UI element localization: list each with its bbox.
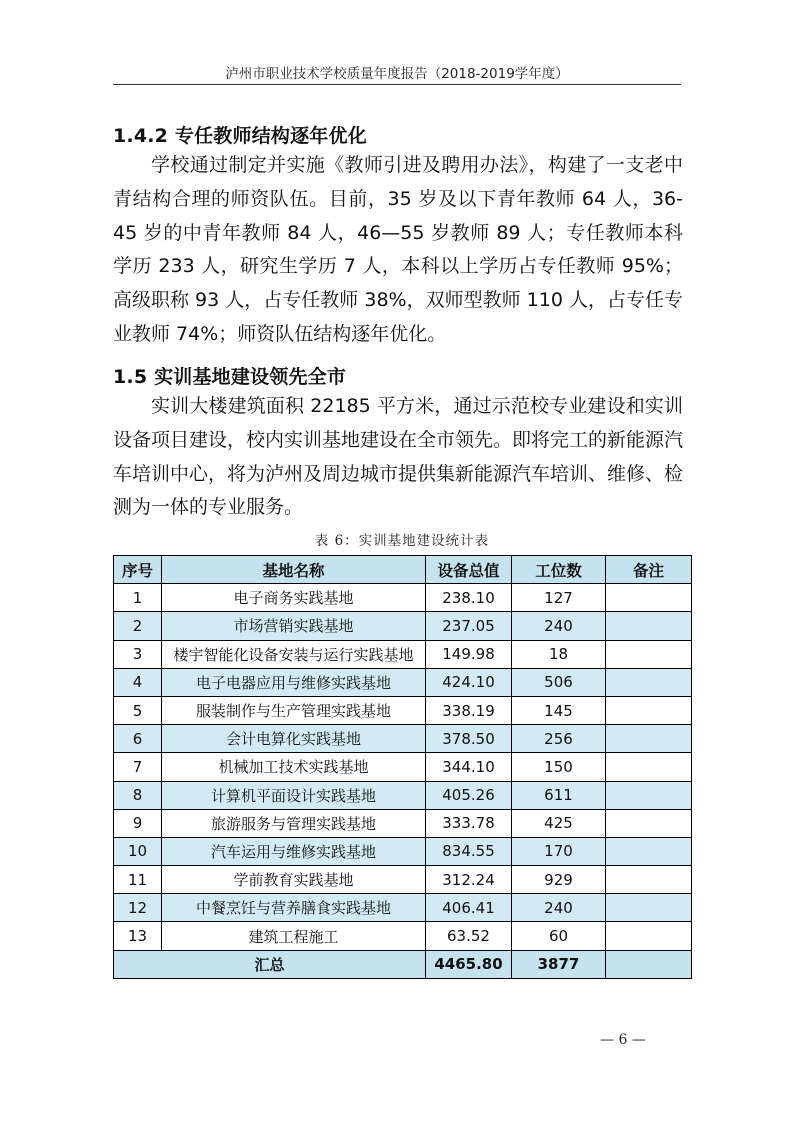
cell-base-name: 机械加工技术实践基地 xyxy=(162,753,426,781)
page-number: — 6 — xyxy=(600,1032,646,1048)
header-rule xyxy=(113,84,681,85)
table-row xyxy=(114,584,692,612)
section-heading-1-5: 1.5 实训基地建设领先全市 xyxy=(113,366,347,388)
cell-stations: 256 xyxy=(512,725,606,753)
table-header-row xyxy=(114,556,692,584)
cell-index: 5 xyxy=(114,696,162,724)
training-base-table xyxy=(113,555,692,979)
cell-stations: 929 xyxy=(512,866,606,894)
cell-stations: 18 xyxy=(512,640,606,668)
table-caption: 表 6：实训基地建设统计表 xyxy=(314,533,490,549)
cell-equipment-value: 237.05 xyxy=(426,612,512,640)
col-header-stations: 工位数 xyxy=(512,556,606,584)
cell-stations: 145 xyxy=(512,696,606,724)
table-row xyxy=(114,696,692,724)
cell-base-name: 旅游服务与管理实践基地 xyxy=(162,809,426,837)
cell-stations: 127 xyxy=(512,584,606,612)
table-row xyxy=(114,837,692,865)
cell-stations: 60 xyxy=(512,922,606,950)
table-row xyxy=(114,809,692,837)
cell-equipment-value: 378.50 xyxy=(426,725,512,753)
cell-note xyxy=(606,837,692,865)
cell-base-name: 建筑工程施工 xyxy=(162,922,426,950)
cell-index: 11 xyxy=(114,866,162,894)
col-header-index: 序号 xyxy=(114,556,162,584)
table-row xyxy=(114,640,692,668)
cell-index: 4 xyxy=(114,668,162,696)
cell-equipment-value: 333.78 xyxy=(426,809,512,837)
table-row xyxy=(114,753,692,781)
cell-note xyxy=(606,894,692,922)
cell-note xyxy=(606,668,692,696)
col-header-note: 备注 xyxy=(606,556,692,584)
cell-note xyxy=(606,781,692,809)
cell-equipment-value: 63.52 xyxy=(426,922,512,950)
table-row xyxy=(114,725,692,753)
cell-stations: 150 xyxy=(512,753,606,781)
table-body xyxy=(114,584,692,979)
cell-equipment-value: 834.55 xyxy=(426,837,512,865)
cell-equipment-value: 312.24 xyxy=(426,866,512,894)
total-equipment-value: 4465.80 xyxy=(426,950,512,978)
total-note xyxy=(606,950,692,978)
cell-base-name: 楼宇智能化设备安装与运行实践基地 xyxy=(162,640,426,668)
cell-index: 2 xyxy=(114,612,162,640)
section-heading-1-4-2: 1.4.2 专任教师结构逐年优化 xyxy=(113,125,367,147)
cell-index: 13 xyxy=(114,922,162,950)
table-row xyxy=(114,781,692,809)
cell-index: 9 xyxy=(114,809,162,837)
col-header-base-name: 基地名称 xyxy=(162,556,426,584)
cell-note xyxy=(606,696,692,724)
cell-equipment-value: 406.41 xyxy=(426,894,512,922)
cell-equipment-value: 338.19 xyxy=(426,696,512,724)
cell-note xyxy=(606,922,692,950)
cell-equipment-value: 238.10 xyxy=(426,584,512,612)
total-label: 汇总 xyxy=(114,950,426,978)
cell-equipment-value: 424.10 xyxy=(426,668,512,696)
cell-note xyxy=(606,753,692,781)
section-1-5-paragraph: 实训大楼建筑面积 22185 平方米，通过示范校专业建设和实训设备项目建设，校内实训基地建设在全市领先。即将完工的新能源汽车培训中心，将为泸州及周边城市提供集新能源汽车培训、维修、检测为一体的专业服务。 xyxy=(113,395,684,519)
cell-note xyxy=(606,866,692,894)
total-stations: 3877 xyxy=(512,950,606,978)
cell-index: 12 xyxy=(114,894,162,922)
cell-note xyxy=(606,809,692,837)
cell-stations: 170 xyxy=(512,837,606,865)
cell-note xyxy=(606,584,692,612)
cell-base-name: 会计电算化实践基地 xyxy=(162,725,426,753)
cell-equipment-value: 149.98 xyxy=(426,640,512,668)
cell-note xyxy=(606,640,692,668)
cell-base-name: 学前教育实践基地 xyxy=(162,866,426,894)
cell-index: 8 xyxy=(114,781,162,809)
cell-stations: 240 xyxy=(512,894,606,922)
table-row xyxy=(114,866,692,894)
table-row xyxy=(114,922,692,950)
table-row xyxy=(114,612,692,640)
cell-base-name: 中餐烹饪与营养膳食实践基地 xyxy=(162,894,426,922)
cell-index: 1 xyxy=(114,584,162,612)
cell-base-name: 电子商务实践基地 xyxy=(162,584,426,612)
cell-equipment-value: 344.10 xyxy=(426,753,512,781)
cell-base-name: 汽车运用与维修实践基地 xyxy=(162,837,426,865)
cell-index: 3 xyxy=(114,640,162,668)
cell-index: 7 xyxy=(114,753,162,781)
table-row xyxy=(114,894,692,922)
table-total-row xyxy=(114,950,692,978)
section-1-4-2-paragraph: 学校通过制定并实施《教师引进及聘用办法》，构建了一支老中青结构合理的师资队伍。目前，35 岁及以下青年教师 64 人，36-45 岁的中青年教师 84 人，46—55 岁教师 89 人；专任教师本科学历 233 人，研究生学历 7 人，本科以上学历占专任教师 95%；高级职称 93 人，占专任教师 38%，双师型教师 110 人，占专任专业教师 74%；师资队伍结构逐年优化。 xyxy=(113,154,683,345)
cell-stations: 611 xyxy=(512,781,606,809)
cell-stations: 506 xyxy=(512,668,606,696)
cell-index: 6 xyxy=(114,725,162,753)
cell-stations: 425 xyxy=(512,809,606,837)
cell-base-name: 服装制作与生产管理实践基地 xyxy=(162,696,426,724)
cell-base-name: 市场营销实践基地 xyxy=(162,612,426,640)
cell-stations: 240 xyxy=(512,612,606,640)
cell-base-name: 电子电器应用与维修实践基地 xyxy=(162,668,426,696)
table-row xyxy=(114,668,692,696)
running-header: 泸州市职业技术学校质量年度报告（2018-2019学年度） xyxy=(225,66,569,82)
cell-note xyxy=(606,725,692,753)
cell-equipment-value: 405.26 xyxy=(426,781,512,809)
col-header-equipment-value: 设备总值 xyxy=(426,556,512,584)
cell-note xyxy=(606,612,692,640)
cell-index: 10 xyxy=(114,837,162,865)
cell-base-name: 计算机平面设计实践基地 xyxy=(162,781,426,809)
